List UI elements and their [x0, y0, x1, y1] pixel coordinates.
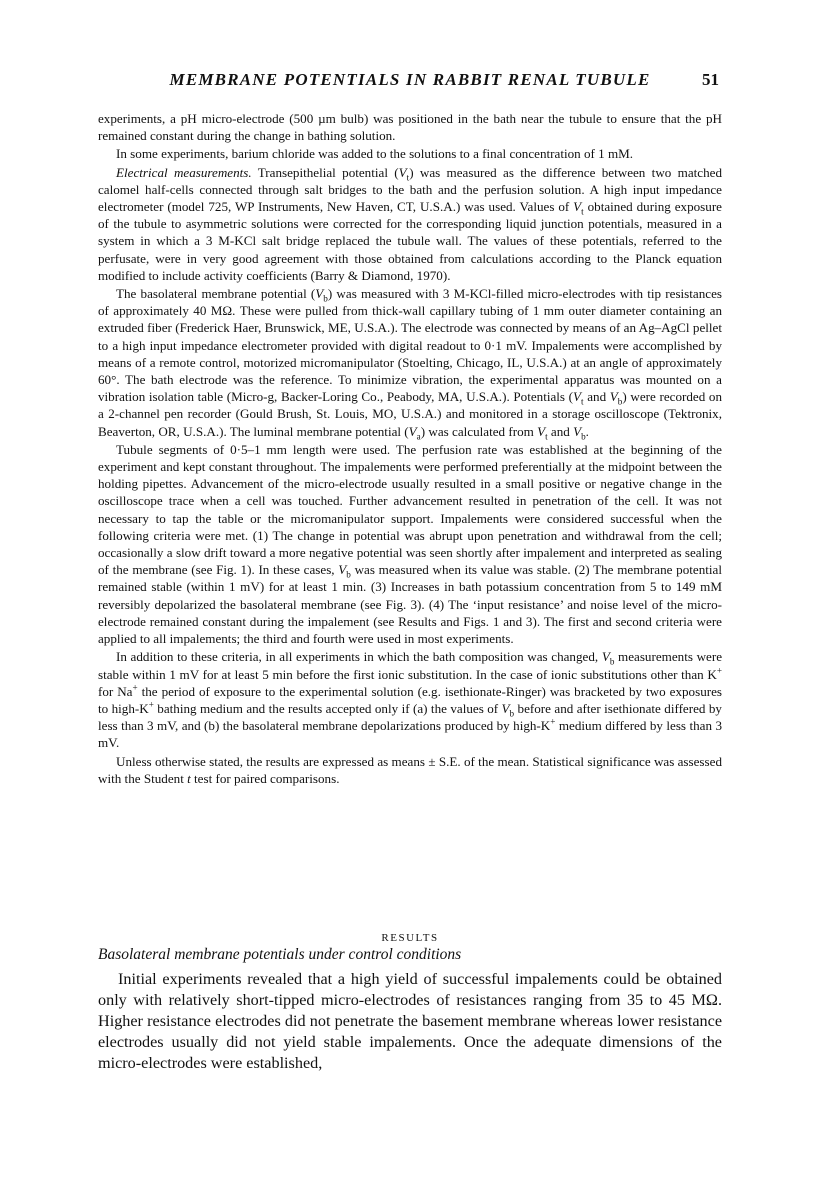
subsection-heading: Basolateral membrane potentials under control conditions — [98, 946, 462, 963]
paragraph: Tubule segments of 0·5–1 mm length were used. The perfusion rate was established at the beginning of the experiment and kept constant throughout. The impalements were performed preferentially at the midpoint between the holding pipettes. Advancement of the micro-electrode usually resulted in a small positive or negative change in the oscilloscope trace when a cell was touched. Further advancement resulted in penetration of the cell. It was not necessary to tap the table or the micromanipulator support. Impalements were considered successful when the following criteria were met. (1) The change in potential was abrupt upon penetration and withdrawal from the cell; occasionally a slow drift toward a more negative potential was seen shortly after impalement and interpreted as sealing of the membrane (see Fig. 1). In these cases, $V_b$ was measured when its value was stable. (2) The membrane potential remained stable (within 1 mV) for at least 1 min. (3) Increases in bath potassium concentration from 5 to 149 mM reversibly depolarized the basolateral membrane (see Fig. 3). (4) The ‘input resistance’ and noise level of the micro-electrode remained constant during the impalement (see Results and Figs. 1 and 3). The first and second criteria were applied to all impalements; the third and fourth were used in most experiments. — [98, 441, 722, 647]
paragraph: In some experiments, barium chloride was added to the solutions to a final concentration of 1 mM. — [116, 146, 634, 162]
paragraph: Unless otherwise stated, the results are expressed as means ± S.E. of the mean. Statistical significance was assessed with the Student t test for paired comparisons. — [98, 753, 722, 786]
paragraph: experiments, a pH micro-electrode (500 µm bulb) was positioned in the bath near the tubule to ensure that the pH remained constant during the change in bathing solution. — [98, 111, 722, 144]
running-title: MEMBRANE POTENTIALS IN RABBIT RENAL TUBULE — [169, 70, 651, 89]
section-heading: RESULTS — [381, 932, 439, 944]
methods-text — [98, 110, 722, 787]
paragraph-text: Transepithelial potential $(V_t)$ was measured as the difference between two matched calomel half-cells connected through salt bridges to the bath and the perfusion solution. A high input impedance electrometer (model 725, WP Instruments, New Haven, CT, U.S.A.) was used. Values of $V_t$ obtained during exposure of the tubule to asymmetric solutions were corrected for the corresponding liquid junction potentials, measured in a system in which a 3 M-KCl salt bridge replaced the tubule wall. The values of these potentials, referred to the perfusate, were in very good agreement with those obtained from calculations according to the Planck equation modified to include activity coefficients (Barry & Diamond, 1970). — [98, 164, 722, 283]
results-text — [98, 969, 722, 1074]
paragraph: The basolateral membrane potential $(V_b)$ was measured with 3 M-KCl-filled micro-electrodes with tip resistances of approximately 40 MΩ. These were pulled from thick-wall capillary tubing of 1 mm outer diameter containing an extruded fiber (Frederick Haer, Brunswick, ME, U.S.A.). The electrode was connected by means of an Ag–AgCl pellet to a high input impedance electrometer provided with digital readout to 0·1 mV. Impalements were accomplished by means of a remote control, motorized micromanipulator (Stoelting, Chicago, IL, U.S.A.) at an angle of approximately 60°. The bath electrode was the reference. To minimize vibration, the experimental apparatus was mounted on a vibration isolation table (Micro-g, Backer-Loring Co., Peabody, MA, U.S.A.). Potentials ($V_t$ and $V_b$) were recorded on a 2-channel pen recorder (Gould Brush, St. Louis, MO, U.S.A.) and monitored in a storage oscilloscope (Tektronix, Beaverton, OR, U.S.A.). The luminal membrane potential $(V_a)$ was calculated from $V_t$ and $V_b$. — [98, 286, 722, 442]
run-in-heading: Electrical measurements. — [116, 164, 252, 180]
paragraph: Initial experiments revealed that a high yield of successful impalements could be obtained only with relatively short-tipped micro-electrodes of resistances ranging from 35 to 45 MΩ. Higher resistance electrodes did not penetrate the basement membrane whereas lower resistance electrodes usually did not yield stable impalements. Once the adequate dimensions of the micro-electrodes were established, — [98, 970, 722, 1072]
page-number: 51 — [702, 70, 719, 89]
paragraph — [98, 164, 722, 284]
paragraph: In addition to these criteria, in all experiments in which the bath composition was changed, $V_b$ measurements were stable within 1 mV for at least 5 min before the first ionic substitution. In the case of ionic substitutions other than K+ for Na+ the period of exposure to the experimental solution (e.g. isethionate-Ringer) was bracketed by two exposures to high-K+ bathing medium and the results accepted only if (a) the values of $V_b$ before and after isethionate differed by less than 3 mV, and (b) the basolateral membrane depolarizations produced by high-K+ medium differed by less than 3 mV. — [98, 649, 723, 751]
